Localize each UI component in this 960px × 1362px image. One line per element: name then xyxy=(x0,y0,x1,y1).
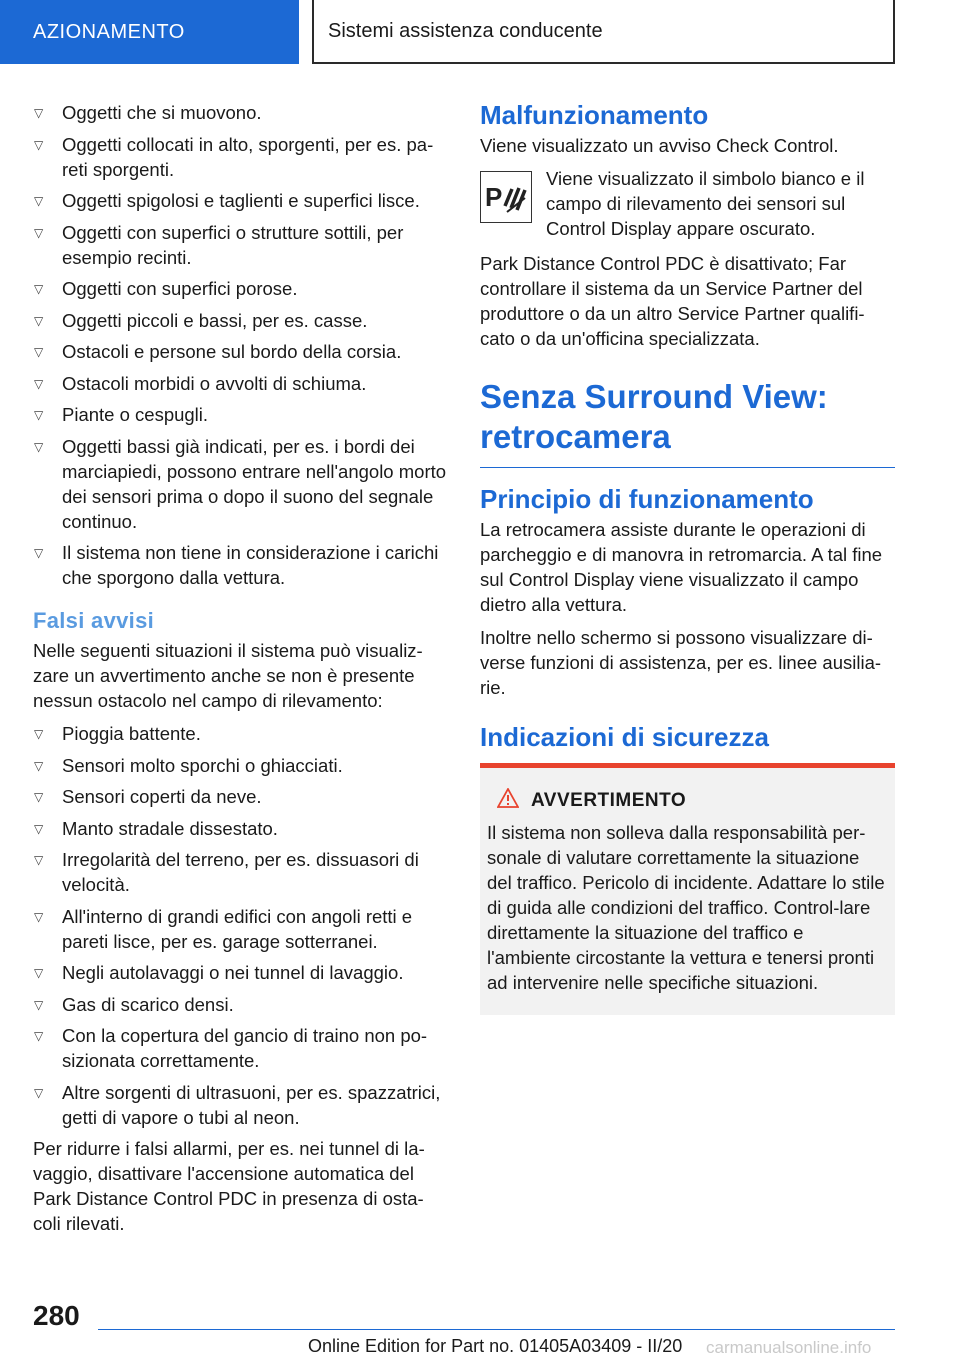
triangle-bullet-icon: ▽ xyxy=(34,790,44,804)
triangle-bullet-icon: ▽ xyxy=(34,546,44,560)
list-item: ▽ Ostacoli e persone sul bordo della corsia. xyxy=(33,339,448,364)
list-item: ▽ Oggetti collocati in alto, sporgenti, per es. pa-reti sporgenti. xyxy=(34,133,434,180)
list-item: ▽ Oggetti bassi già indicati, per es. i bordi dei marciapiedi, possono entrare nell'angolo morto dei sensori prima o dopo il suono del segnale continuo. xyxy=(34,435,447,532)
list-item: ▽ Pioggia battente. xyxy=(33,721,448,746)
warning-box xyxy=(480,763,895,1015)
list-item: ▽ Altre sorgenti di ultrasuoni, per es. spazzatrici, getti di vapore o tubi al neon. xyxy=(34,1081,441,1128)
section-header xyxy=(312,0,895,64)
list-item: ▽ Oggetti piccoli e bassi, per es. casse. xyxy=(33,308,448,333)
false-alarms-intro: Nelle seguenti situazioni il sistema può visualiz-zare un avvertimento anche se non è presente nessun ostacolo nel campo di rilevamento: xyxy=(33,640,423,711)
triangle-bullet-icon: ▽ xyxy=(34,137,44,152)
triangle-bullet-icon: ▽ xyxy=(34,758,44,773)
list-item: ▽ Negli autolavaggi o nei tunnel di lavaggio. xyxy=(33,960,448,985)
list-item: ▽ Sensori coperti da neve. xyxy=(33,784,448,809)
list-item: ▽ All'interno di grandi edifici con angoli retti e pareti lisce, per es. garage sotterranei. xyxy=(34,905,413,952)
triangle-bullet-icon: ▽ xyxy=(34,966,44,980)
chapter-title: AZIONAMENTO xyxy=(33,20,185,43)
safety-heading: Indicazioni di sicurezza xyxy=(480,722,769,752)
title-divider xyxy=(480,467,895,468)
list-item: ▽ Gas di scarico densi. xyxy=(33,992,448,1017)
pdc-malfunction-icon xyxy=(480,171,532,223)
malfunction-text: Viene visualizzato un avviso Check Control. xyxy=(480,135,839,156)
triangle-bullet-icon: ▽ xyxy=(34,1085,44,1100)
list-item: ▽ Oggetti con superfici porose. xyxy=(33,276,448,301)
triangle-bullet-icon: ▽ xyxy=(34,1029,44,1043)
warning-text: Il sistema non solleva dalla responsabilità per-sonale di valutare correttamente la situazione del traffico. Pericolo di incidente. Adattare lo stile di guida alle condizioni del traffico. Control-lare direttamente la situazione del traffico e l'ambiente circostante la vettura e tenersi pronti ad intervenire nelle specifiche situazioni. xyxy=(487,822,885,993)
svg-text:P: P xyxy=(485,182,503,212)
section-title: Sistemi assistenza conducente xyxy=(328,19,603,42)
list-item: ▽ Ostacoli morbidi o avvolti di schiuma. xyxy=(33,371,448,396)
page-number: 280 xyxy=(33,1300,80,1331)
triangle-bullet-icon: ▽ xyxy=(34,821,44,836)
triangle-bullet-icon: ▽ xyxy=(34,408,44,422)
principle-paragraph-1: La retrocamera assiste durante le operazioni di parcheggio e di manovra in retromarcia. A tal fine sul Control Display viene visualizzato il campo dietro alla vettura. xyxy=(480,519,883,615)
triangle-bullet-icon: ▽ xyxy=(34,194,44,208)
closing-paragraph: Per ridurre i falsi allarmi, per es. nei tunnel di la-vaggio, disattivare l'accensione automatica del Park Distance Control PDC in presenza di osta-coli rilevati. xyxy=(33,1138,425,1234)
triangle-bullet-icon: ▽ xyxy=(34,727,44,741)
triangle-bullet-icon: ▽ xyxy=(34,439,44,454)
right-column xyxy=(480,100,895,1015)
false-alarm-list xyxy=(33,721,448,1130)
warning-header xyxy=(487,788,885,814)
triangle-bullet-icon: ▽ xyxy=(34,376,44,391)
rear-camera-title: Senza Surround View: retrocamera xyxy=(480,378,828,455)
left-column xyxy=(33,100,448,1244)
triangle-bullet-icon: ▽ xyxy=(34,313,44,328)
list-item: ▽ Oggetti che si muovono. xyxy=(33,100,448,125)
warning-label: AVVERTIMENTO xyxy=(531,790,687,811)
list-item: ▽ Piante o cespugli. xyxy=(33,402,448,427)
object-list xyxy=(33,100,448,590)
list-item: ▽ Oggetti spigolosi e taglienti e superfici lisce. xyxy=(33,188,448,213)
false-alarms-heading: Falsi avvisi xyxy=(33,608,155,633)
triangle-bullet-icon: ▽ xyxy=(34,909,44,924)
list-item: ▽ Il sistema non tiene in considerazione i carichi che sporgono dalla vettura. xyxy=(34,542,439,588)
icon-row xyxy=(480,166,895,241)
list-item: ▽ Irregolarità del terreno, per es. dissuasori di velocità. xyxy=(34,849,419,895)
triangle-bullet-icon: ▽ xyxy=(34,345,44,359)
triangle-bullet-icon: ▽ xyxy=(34,997,44,1012)
warning-triangle-icon xyxy=(497,788,519,814)
list-item: ▽ Manto stradale dissestato. xyxy=(33,816,448,841)
triangle-bullet-icon: ▽ xyxy=(34,225,44,240)
malfunction-heading: Malfunzionamento xyxy=(480,100,709,130)
principle-paragraph-2: Inoltre nello schermo si possono visualizzare di-verse funzioni di assistenza, per es. linee ausilia-rie. xyxy=(480,627,882,698)
list-item: ▽ Sensori molto sporchi o ghiacciati. xyxy=(33,753,448,778)
list-item: ▽ Oggetti con superfici o strutture sottili, per esempio recinti. xyxy=(34,221,404,268)
footer-divider xyxy=(98,1329,895,1330)
triangle-bullet-icon: ▽ xyxy=(34,106,44,120)
edition-note: Online Edition for Part no. 01405A03409 - II/20 xyxy=(308,1336,683,1356)
list-item: ▽ Con la copertura del gancio di traino non po-sizionata correttamente. xyxy=(34,1025,428,1071)
chapter-tab xyxy=(0,0,299,64)
icon-description: Viene visualizzato il simbolo bianco e il campo di rilevamento dei sensori sul Control Display appare oscurato. xyxy=(546,168,865,239)
principle-heading: Principio di funzionamento xyxy=(480,484,814,514)
triangle-bullet-icon: ▽ xyxy=(34,282,44,296)
triangle-bullet-icon: ▽ xyxy=(34,853,44,867)
watermark: carmanualsonline.info xyxy=(706,1338,872,1357)
pdc-deactivated-text: Park Distance Control PDC è disattivato; Far controllare il sistema da un Service Partner del produttore o da un altro Service Partner qualifi-cato o da un'officina specializzata. xyxy=(480,253,865,349)
